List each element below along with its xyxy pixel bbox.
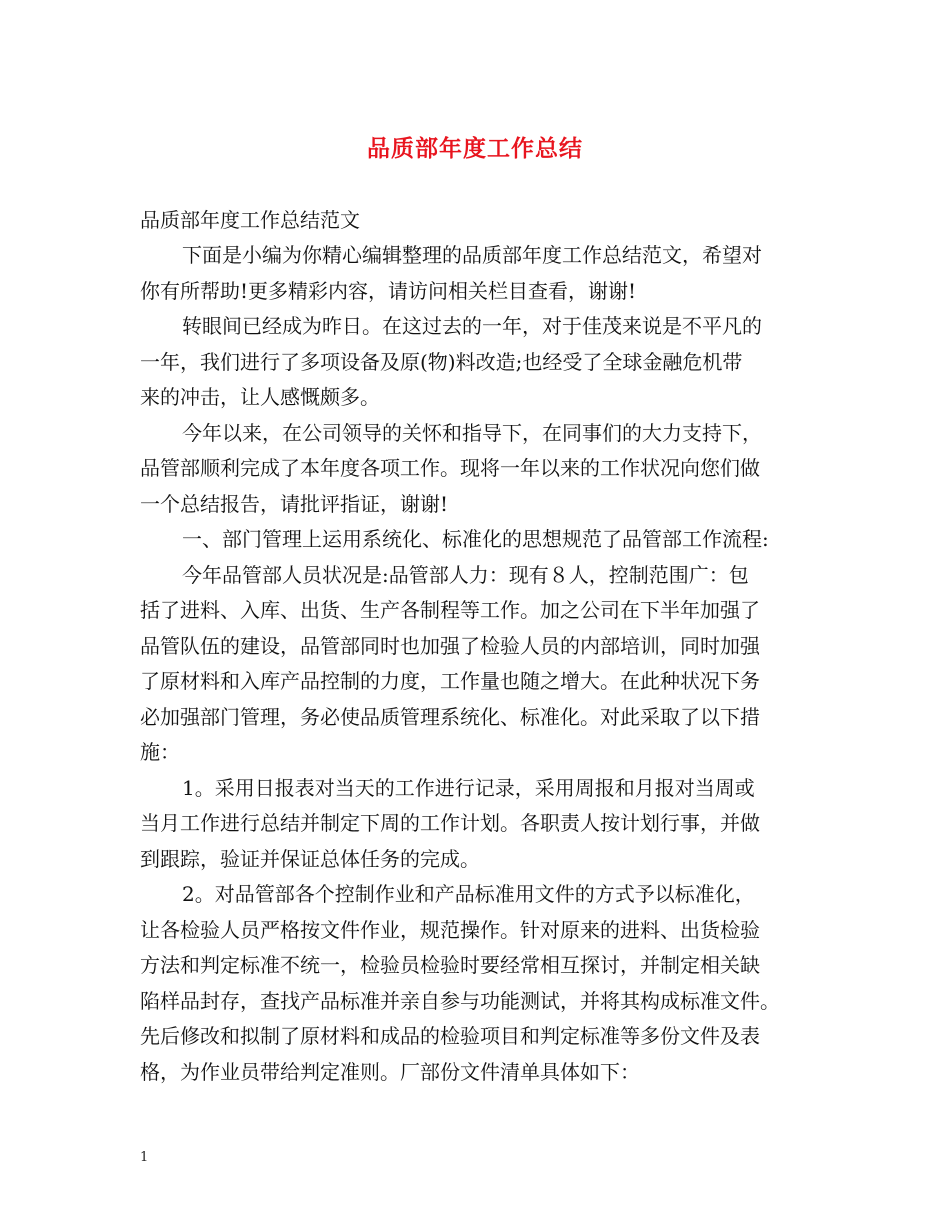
paragraph-line: 下面是小编为你精心编辑整理的品质部年度工作总结范文，希望对 bbox=[182, 243, 762, 267]
paragraph-line: 格，为作业员带给判定准则。厂部份文件清单具体如下： bbox=[140, 1059, 640, 1084]
paragraph-line: 施： bbox=[140, 740, 180, 764]
body-paragraph bbox=[140, 522, 830, 558]
paragraph-line: 方法和判定标准不统一，检验员检验时要经常相互探讨，并制定相关缺 bbox=[140, 953, 760, 977]
paragraph-line: 今年品管部人员状况是:品管部人力：现有８人，控制范围广：包 bbox=[182, 562, 749, 587]
paragraph-line: 先后修改和拟制了原材料和成品的检验项目和判定标准等多份文件及表 bbox=[140, 1024, 760, 1048]
body-paragraph bbox=[140, 558, 830, 771]
paragraph-line: 来的冲击，让人感慨颇多。 bbox=[140, 385, 380, 409]
body-paragraph bbox=[140, 877, 830, 1090]
body-paragraph bbox=[140, 238, 830, 309]
paragraph-line: 2。对品管部各个控制作业和产品标准用文件的方式予以标准化， bbox=[182, 882, 755, 906]
paragraph-line: 转眼间已经成为昨日。在这过去的一年，对于佳茂来说是不平凡的 bbox=[182, 314, 762, 338]
paragraph-line: 一年，我们进行了多项设备及原(物)料改造;也经受了全球金融危机带 bbox=[140, 349, 743, 374]
paragraph-line: 你有所帮助!更多精彩内容，请访问相关栏目查看，谢谢! bbox=[140, 278, 637, 303]
paragraph-line: 1。采用日报表对当天的工作进行记录，采用周报和月报对当周或 bbox=[182, 775, 755, 800]
paragraph-line: 一个总结报告，请批评指证，谢谢! bbox=[140, 491, 449, 516]
paragraph-line: 必加强部门管理，务必使品质管理系统化、标准化。对此采取了以下措 bbox=[140, 704, 760, 729]
body-paragraph bbox=[140, 416, 830, 523]
body-paragraph bbox=[140, 309, 830, 416]
document-subtitle: 品质部年度工作总结范文 bbox=[140, 208, 360, 232]
document-body bbox=[140, 238, 830, 1090]
paragraph-line: 括了进料、入库、出货、生产各制程等工作。加之公司在下半年加强了 bbox=[140, 598, 760, 622]
paragraph-line: 品管队伍的建设，品管部同时也加强了检验人员的内部培训，同时加强 bbox=[140, 633, 760, 658]
paragraph-line: 一、部门管理上运用系统化、标准化的思想规范了品管部工作流程: bbox=[182, 527, 769, 551]
paragraph-line: 到跟踪，验证并保证总体任务的完成。 bbox=[140, 846, 480, 871]
body-paragraph bbox=[140, 771, 830, 878]
paragraph-line: 品管部顺利完成了本年度各项工作。现将一年以来的工作状况向您们做 bbox=[140, 456, 760, 480]
paragraph-line: 当月工作进行总结并制定下周的工作计划。各职责人按计划行事，并做 bbox=[140, 811, 760, 835]
paragraph-line: 今年以来，在公司领导的关怀和指导下，在同事们的大力支持下， bbox=[182, 420, 762, 445]
document-title: 品质部年度工作总结 bbox=[367, 135, 583, 162]
page-number: 1 bbox=[140, 1150, 149, 1165]
paragraph-line: 了原材料和入库产品控制的力度，工作量也随之增大。在此种状况下务 bbox=[140, 669, 760, 693]
paragraph-line: 让各检验人员严格按文件作业，规范操作。针对原来的进料、出货检验 bbox=[140, 917, 760, 942]
paragraph-line: 陷样品封存，查找产品标准并亲自参与功能测试，并将其构成标准文件。 bbox=[140, 988, 780, 1013]
